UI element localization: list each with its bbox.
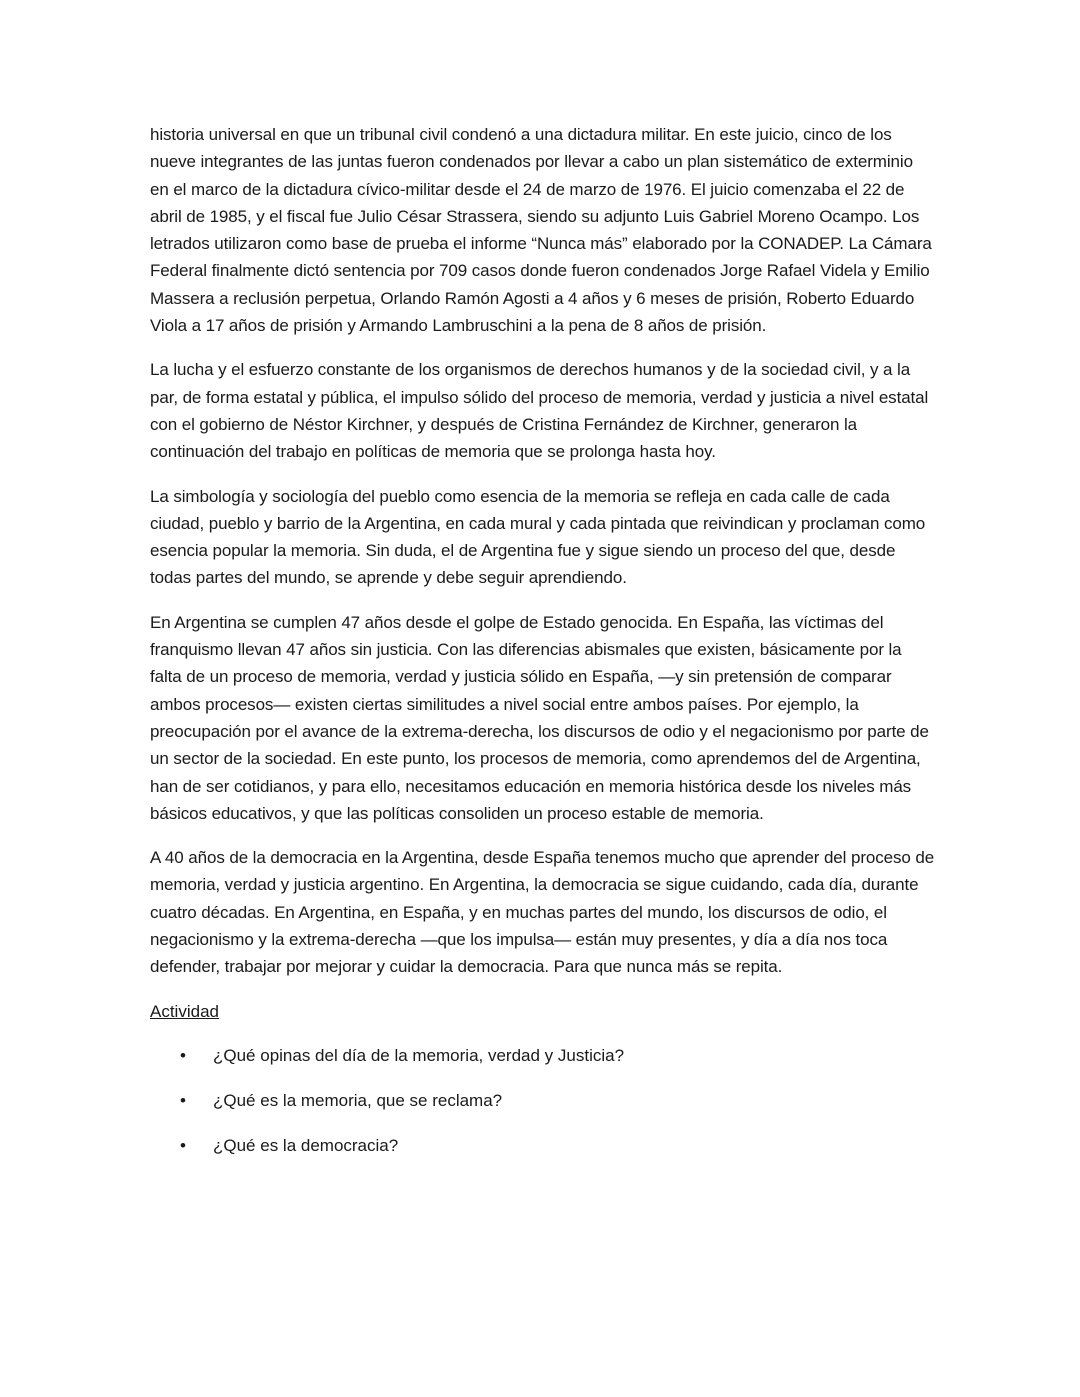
document-page	[150, 121, 936, 1176]
paragraph-lucha-organismos: La lucha y el esfuerzo constante de los organismos de derechos humanos y de la sociedad civil, y a la par, de forma estatal y pública, el impulso sólido del proceso de memoria, verdad y justicia a nivel estatal con el gobierno de Néstor Kirchner, y después de Cristina Fernández de Kirchner, generaron la continuación del trabajo en políticas de memoria que se prolonga hasta hoy.	[150, 360, 929, 462]
list-item	[150, 1042, 936, 1069]
bullet-icon: •	[180, 1135, 186, 1155]
list-item	[150, 1087, 936, 1114]
bullet-icon: •	[180, 1045, 186, 1065]
activity-heading: Actividad	[150, 1001, 219, 1021]
list-item	[150, 1132, 936, 1159]
question-text: ¿Qué opinas del día de la memoria, verdad y Justicia?	[213, 1045, 625, 1065]
paragraph-juicio-juntas: historia universal en que un tribunal civil condenó a una dictadura militar. En este juicio, cinco de los nueve integrantes de las juntas fueron condenados por llevar a cabo un plan sistemático de exterminio en el marco de la dictadura cívico-militar desde el 24 de marzo de 1976. El juicio comenzaba el 22 de abril de 1985, y el fiscal fue Julio César Strassera, siendo su adjunto Luis Gabriel Moreno Ocampo. Los letrados utilizaron como base de prueba el informe “Nunca más” elaborado por la CONADEP. La Cámara Federal finalmente dictó sentencia por 709 casos donde fueron condenados Jorge Rafael Videla y Emilio Massera a reclusión perpetua, Orlando Ramón Agosti a 4 años y 6 meses de prisión, Roberto Eduardo Viola a 17 años de prisión y Armando Lambruschini a la pena de 8 años de prisión.	[150, 125, 932, 336]
paragraph-espana-argentina: En Argentina se cumplen 47 años desde el golpe de Estado genocida. En España, las víctimas del franquismo llevan 47 años sin justicia. Con las diferencias abismales que existen, básicamente por la falta de un proceso de memoria, verdad y justicia sólido en España, —y sin pretensión de comparar ambos procesos— existen ciertas similitudes a nivel social entre ambos países. Por ejemplo, la preocupación por el avance de la extrema-derecha, los discursos de odio y el negacionismo por parte de un sector de la sociedad. En este punto, los procesos de memoria, como aprendemos del de Argentina, han de ser cotidianos, y para ello, necesitamos educación en memoria histórica desde los niveles más básicos educativos, y que las políticas consoliden un proceso estable de memoria.	[150, 612, 929, 823]
paragraph-democracia: A 40 años de la democracia en la Argentina, desde España tenemos mucho que aprender del proceso de memoria, verdad y justicia argentino. En Argentina, la democracia se sigue cuidando, cada día, durante cuatro décadas. En Argentina, en España, y en muchas partes del mundo, los discursos de odio, el negacionismo y la extrema-derecha —que los impulsa— están muy presentes, y día a día nos toca defender, trabajar por mejorar y cuidar la democracia. Para que nunca más se repita.	[150, 848, 935, 977]
activity-question-list	[150, 1042, 936, 1159]
paragraph-simbologia: La simbología y sociología del pueblo como esencia de la memoria se refleja en cada calle de cada ciudad, pueblo y barrio de la Argentina, en cada mural y cada pintada que reivindican y proclaman como esencia popular la memoria. Sin duda, el de Argentina fue y sigue siendo un proceso del que, desde todas partes del mundo, se aprende y debe seguir aprendiendo.	[150, 486, 926, 588]
question-text: ¿Qué es la democracia?	[213, 1135, 399, 1155]
bullet-icon: •	[180, 1090, 186, 1110]
question-text: ¿Qué es la memoria, que se reclama?	[213, 1090, 503, 1110]
